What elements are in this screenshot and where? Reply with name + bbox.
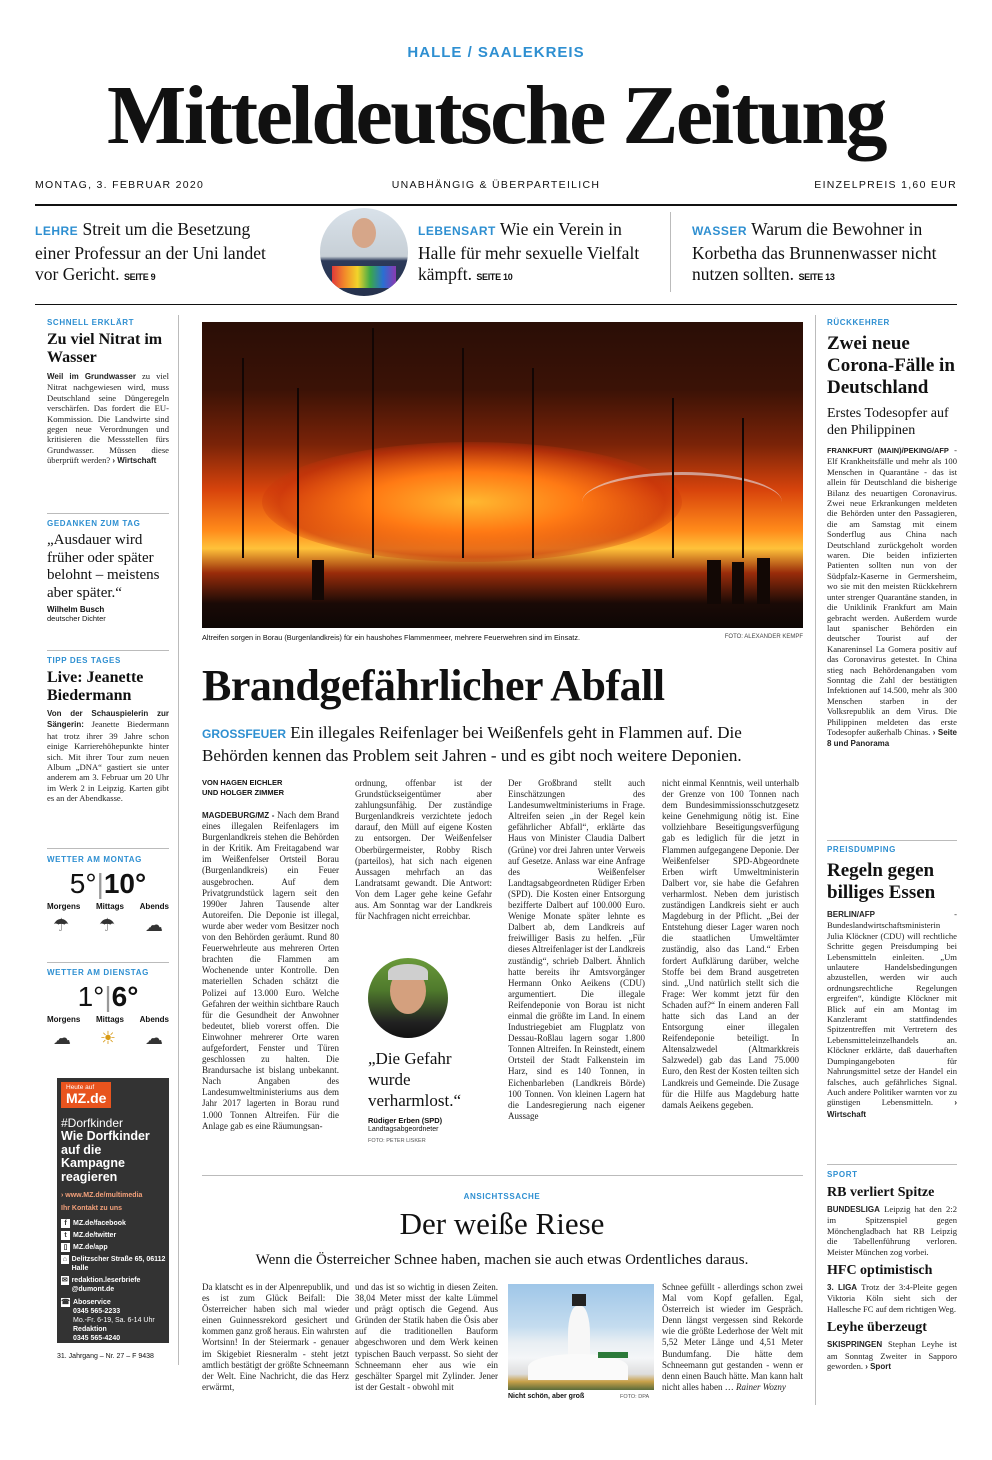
promo-url[interactable]: › www.MZ.de/multimedia: [61, 1192, 143, 1199]
mz-promo-box[interactable]: Heute auf MZ.de #Dorfkinder Wie Dorfkinder auf die Kampagne reagieren › www.MZ.de/multimedia Ihr Kontakt zu uns f MZ.de/facebook t MZ.de/twitter ▯ MZ.de/app ⌂ Delitzscher Straße 65, 06112 Halle ✉ redaktion.leserbriefe @dumont.de ☎ Aboservice 0345 565-2233 Mo.-Fr. 6-19, Sa. 6-14 Uhr Redaktion 0345 565-4240: [57, 1078, 169, 1343]
opinion-col-1: Da klatscht es in der Alpenrepublik, und es ist zum Glück Beifall: Die Österreicher haben sich mal wieder einen Guinnessrekord gesichert und kommen ganz groß heraus. Ein wahrsten Wortsinn! In der Steiermark - genauer im Skigebiet Riesneralm - steht jetzt amtlich bestätigt der größte Schneemann der Welt. Eine Nachricht, die das Herz erwärmt,: [202, 1282, 349, 1392]
issue-date: MONTAG, 3. FEBRUAR 2020: [35, 179, 205, 191]
article-col-4: nicht einmal Kenntnis, weil unterhalb der Grenze von 100 Tonnen nach dem Bundesimmissionsschutzgesetz keine Genehmigung nötig ist. Eine vollziehbare Beseitigungsverfügung gab es lediglich für die jetzt in Flammen aufgegangene Deponie. Der Weißenfelser SPD-Abgeordnete Erben wirft Umweltministerin Dalbert vor, sie habe die Gefahren verharmlost. Neben dem juristisch zuständigen Landkreis sieht er auch Magdeburg in der Pflicht. „Bei der Entstehung dieser Lager waren noch die staatlichen Umweltämter zuständig, also das Land.“ Erben fordert Aufklärung darüber, welche Stoffe bei dem Brand ausgetreten sind. „Und natürlich stellt sich die Frage: Wer kommt jetzt für den Schaden auf?“ In einem anderen Fall hatte sich das Land an der Entsorgung einer illegalen Reifendeponie beteiligt. In Altensalzwedel (Altmarkkreis Salzwedel) gab das Land 75.000 Euro, den Rest der Kosten teilten sich Landkreis und Gemeinde. Die Zusage für die Hilfe aus Magdeburg hatte damals Aeikens gegeben.: [662, 778, 799, 1110]
divider: [202, 1175, 803, 1176]
rain-cloud-icon: ☂: [99, 915, 116, 935]
masthead-rule: [35, 204, 957, 206]
ref-link[interactable]: › Seite 8 und Panorama: [827, 727, 957, 749]
opinion-col-3: Schnee gefüllt - allerdings schon zwei Mal vom Kopf gefallen. Egal, Österreich ist wieder im Gespräch. Denn längst vergessen sind Rekorde wie die größte Lederhose der Welt mit 5,52 Meter Länge und 4,51 Meter Bundumfang. Die hätte dem Schneemann gut gestanden - wenn er denn einen Bauch hätte. Man kann halt nicht alles haben … Rainer Wozny: [662, 1282, 803, 1392]
teaser-wasser[interactable]: WASSER Warum die Bewohner in Korbetha das Brunnenwasser nicht nutzen sollten. SEITE 13: [692, 219, 937, 284]
tip-title: Live: Jeanette Biedermann: [47, 669, 144, 704]
tagline: UNABHÄNGIG & ÜBERPARTEILICH: [391, 179, 601, 191]
sport-title-2: HFC optimistisch: [827, 1263, 933, 1279]
divider: [47, 848, 169, 849]
explainer-title: Zu viel Nitrat im Wasser: [47, 331, 163, 366]
article-col-3: Der Großbrand stellt auch Einschätzungen des Landesumweltministeriums in Frage. Altreifen seien „in der Regel kein gefährlicher Abfall“, erklärte das Haus von Minister Claudia Dalbert (Grüne) vor drei Jahren unter Verweis auf Gesetze. Anlass war eine Anfrage des Weißenfelser Landtagsabgeordneten Rüdiger Erben (SPD). Die Kosten einer Entsorgung bezifferte Dalbert auf 100.000 Euro. Wenige Monate später lehnte es Dalbert ab, dem Landkreis auf freiwilliger Basis zu helfen. „Für dieses Altreifenlager ist der Landkreis zuständig“, schrieb Dalbert. Ähnlich hatte bereits ihr Amtsvorgänger Hermann Onko Aeikens (CDU) argumentiert. Die illegale Reifendeponie von Borau ist nicht einmal die größte im Land. In einem Industriegebiet am Flugplatz von Dessau-Roßlau lagern sogar 1.800 Tonnen Altreifen. In Reinstedt, einem Ortsteil der Stadt Falkenstein im Harz, sind es 140 Tonnen, in Eichenbarleben (Landkreis Börde) 100 Tonnen. Von kleinen Lagern hat die Landesregierung nach eigener Aussage: [508, 778, 645, 1121]
article-col-1: VON HAGEN EICHLER UND HOLGER ZIMMER MAGDEBURG/MZ - Nach dem Brand eines illegalen Reifenlagers im Burgenlandkreis stehen die Behörden in der Kritik. Am Freitagabend war im Weißenfelser Ortsteil Borau (Burgenlandkreis) ein Feuer ausgebrochen. Auf dem Privatgrundstück lagern seit den 1990er Jahren Tausende alter Autoreifen. Die Deponie ist illegal, wurde aber weder vom Besitzer noch von den Behörden geräumt. Rund 80 Feuerwehrleute aus mehreren Orten brachten die Flammen am Wochenende unter Kontrolle. Den materiellen Schaden schätzt die Polizei auf 13.000 Euro. Welche Gefahren der weithin sichtbare Rauch für die Gesundheit der Anwohner bedeutet, blieb vorerst offen. Die Einwohner mehrerer Orte waren aufgefordert, Fenster und Türen geschlossen zu halten. Die Brandursache ist bislang unbekannt. Nach Angaben des Landesumweltministeriums aus dem Jahr 2017 lagerten in Borau rund 1.000 Tonnen Altreifen. Für die Anlage gab es eine Räumungsan-: [202, 778, 340, 1131]
corona-box: RÜCKKEHRER Zwei neue Corona-Fälle in Deutschland Erstes Todesopfer auf den Philippinen FRANKFURT (MAIN)/PEKING/AFP - Elf Krankheitsfälle und mehr als 100 Menschen in Quarantäne - das ist allein für Deutschland die bisherige Bilanz des neuartigen Coronavirus. Zwei neue Erkrankungen meldeten die Behörden unter den Passagieren, die am Samstag mit einem Sonderflug aus China nach Deutschland zurückgeholt worden waren. Die beiden infizierten Patienten sollten nun von der Südpfalz-Kaserne in Germersheim, wo sie mit den meisten Rückkehrern unter strenger Quarantäne standen, in die Uniklinik Frankfurt am Main gebracht werden. Außerdem wurde laut spanischer Behörden ein deutscher Tourist auf der Kanareninsel La Gomera positiv auf das Coronavirus getestet. In China stieg nach Behördenangaben vom Sonntag die Zahl der bestätigten Infektionen auf 14.500, mehr als 300 Menschen starben in der Volksrepublik an dem Virus. Die Philippinen meldeten das erste Todesopfer außerhalb Chinas. › Seite 8 und Panorama: [827, 318, 957, 749]
left-column-divider: [178, 315, 179, 1365]
opinion-title: Der weiße Riese: [399, 1206, 605, 1241]
dumping-title: Regeln gegen billiges Essen: [827, 860, 936, 903]
sport-title-3: Leyhe überzeugt: [827, 1320, 927, 1336]
cloud-icon: ☁: [145, 915, 163, 935]
snowman-photo: [508, 1284, 654, 1390]
region-label: HALLE / SAALEKREIS: [407, 44, 585, 61]
cloud-icon: ☁: [144, 1028, 163, 1048]
dumping-box: PREISDUMPING Regeln gegen billiges Essen BERLIN/AFP - Bundeslandwirtschaftsministerin Julia Klöckner (CDU) will rechtliche Schritte gegen Preisdumping bei Lebensmitteln einleiten. „Um unlautere Handelsbedingungen abzustellen, werden wir auch ordnungsrechtliche Regelungen ergreifen“, kündigte Klöckner mit Blick auf ein am Montag im Kanzleramt stattfindendes Spitzentreffen mit Vertretern des Lebensmitteleinzelhandels an. Klöckner erklärte, daß dauerhaften Dumpingangeboten für Nahrungsmittel setze der Handel ein falsches, auch gefährliches Signal. Auch andere Politiker warnten vor zu günstigen Lebensmitteln. › Wirtschaft: [827, 845, 957, 1119]
divider: [827, 1164, 957, 1165]
opinion-col-2: und das ist so wichtig in diesen Zeiten. 38,04 Meter misst der kalte Lümmel und prägt optisch die Gegend. Aus Gründen der Statik haben die Ösis aber auf die traditionellen Bauform abgeschworen und dem Werk keinen typischen Bauch verpasst. So sieht der Schneemann eher aus wie ein geschälter Spargel mit Zylinder. Jener ist der Gestalt - obwohl mit: [355, 1282, 498, 1392]
twitter-link[interactable]: MZ.de/twitter: [73, 1232, 117, 1239]
issue-number: 31. Jahrgang – Nr. 27 – F 9438: [57, 1353, 154, 1360]
rain-cloud-icon: ☂: [53, 915, 70, 935]
app-link[interactable]: MZ.de/app: [73, 1244, 108, 1251]
app-icon: ▯: [61, 1243, 70, 1252]
author-portrait: [368, 958, 448, 1038]
article-col-2: ordnung, offenbar ist der Grundstückseigentümer aber zahlungsunfähig. Der zuständige Burgenlandkreis verzichtete jedoch darauf, den Müll auf eigene Kosten zu entsorgen. Der Weißenfelser Oberbürgermeister, Robby Risch (parteilos), hat sich nach eigenen Aussagen mehrfach an das Landratsamt gewandt. Die Antwort: Von dem Lager gehe keine Gefahr aus. Am Sonntag war der Landkreis für Nachfragen nicht erreichbar.: [355, 778, 492, 922]
cloud-icon: ☁: [53, 1028, 71, 1048]
opinion-deck: Wenn die Österreicher Schnee haben, machen sie auch etwas Ordentliches daraus.: [255, 1252, 749, 1268]
weather-tuesday: WETTER AM DIENSTAG 1°|6° Morgens Mittags Abends ☁ ☀ ☁: [47, 968, 169, 1048]
thought-quote: „Ausdauer wird früher oder später belohnt – meistens aber später.“: [47, 532, 160, 601]
right-column-divider: [815, 315, 816, 1405]
mail-icon: ✉: [61, 1277, 68, 1284]
ref-link[interactable]: › Wirtschaft: [112, 456, 157, 466]
teaser-lebensart[interactable]: LEBENSART Wie ein Verein in Halle für mehr sexuelle Vielfalt kämpft. SEITE 10: [418, 219, 640, 284]
price: EINZELPREIS 1,60 EUR: [814, 179, 957, 191]
weather-monday: WETTER AM MONTAG 5°|10° Morgens Mittags Abends ☂ ☂ ☁: [47, 855, 169, 935]
teaser-rule: [35, 304, 957, 305]
divider: [47, 513, 169, 514]
fire-photo: [202, 322, 803, 628]
snowman-caption: Nicht schön, aber groß: [508, 1393, 585, 1400]
sport-box: SPORT RB verliert Spitze BUNDESLIGA Leipzig hat den 2:2 im Spitzenspiel gegen Mönchengladbach hat RB Leipzig die Tabellenführung verloren. Meister München zog vorbei. HFC optimistisch 3. LIGA Trotz der 3:4-Pleite gegen Viktoria Köln sieht sich der Hallesche FC auf dem richtigen Weg. Leyhe überzeugt SKISPRINGEN Stephan Leyhe ist am Sonntag Zweiter in Sapporo geworden. › Sport: [827, 1170, 958, 1372]
photo-credit: FOTO: ALEXANDER KEMPF: [724, 634, 803, 640]
teaser-divider: [670, 212, 671, 292]
facebook-icon: f: [61, 1219, 70, 1228]
sun-cloud-rain-icon: ☀: [99, 1028, 117, 1048]
tip-box: TIPP DES TAGES Live: Jeanette Biedermann Von der Schauspielerin zur Sängerin: Jeanette Biedermann hat trotz ihrer 39 Jahre schon einige Karrierehöhepunkte hinter sich. Mit ihrer Tour zum neuen Album „DNA“ gastiert sie unter anderem am 3. Februar um 20 Uhr im Werk 2 in Leipzig. Karten gibt es an der Abendkasse.: [47, 656, 169, 804]
ref-link[interactable]: › Sport: [865, 1362, 891, 1372]
newspaper-title: Mitteldeutsche Zeitung: [107, 69, 885, 162]
explainer-box: SCHNELL ERKLÄRT Zu viel Nitrat im Wasser Weil im Grundwasser zu viel Nitrat nachgewiesen wird, muss Deutschland seine Düngeregeln verschärfen. Das fordert die EU-Kommission. Die Landwirte sind gegen neue Verordnungen und kritisieren die Messstellen fürs Grundwasser. Müssen diese überprüft werden? › Wirtschaft: [47, 318, 169, 466]
ref-link[interactable]: › Wirtschaft: [827, 1098, 957, 1119]
facebook-link[interactable]: MZ.de/facebook: [73, 1220, 126, 1227]
opinion-author: Rainer Wozny: [735, 1381, 786, 1392]
corona-title: Zwei neue Corona-Fälle in Deutschland: [827, 333, 955, 398]
divider: [47, 962, 169, 963]
divider: [827, 840, 957, 841]
phone-icon: ☎: [61, 1299, 70, 1306]
twitter-icon: t: [61, 1231, 70, 1240]
opinion-kicker: ANSICHTSSACHE: [463, 1192, 541, 1201]
teaser-lehre[interactable]: LEHRE Streit um die Besetzung einer Professur an der Uni landet vor Gericht. SEITE 9: [35, 219, 266, 284]
email-link[interactable]: redaktion.leserbriefe @dumont.de: [71, 1277, 141, 1293]
main-deck: GROSSFEUER Ein illegales Reifenlager bei Weißenfels geht in Flammen auf. Die Behörden kennen das Problem seit Jahren - und es gibt noch weitere Deponien.: [202, 723, 742, 765]
pull-quote: „Die Gefahr wurde verharmlost.“: [368, 1049, 461, 1110]
address-icon: ⌂: [62, 1256, 67, 1263]
divider: [47, 650, 169, 651]
thought-box: GEDANKEN ZUM TAG „Ausdauer wird früher oder später belohnt – meistens aber später.“ Wilhelm Busch deutscher Dichter: [47, 519, 169, 623]
mz-badge: Heute auf MZ.de: [61, 1082, 111, 1108]
main-headline: Brandgefährlicher Abfall: [202, 661, 665, 710]
sport-title-1: RB verliert Spitze: [827, 1185, 935, 1200]
photo-caption: Altreifen sorgen in Borau (Burgenlandkreis) für ein haushohes Flammenmeer, mehrere Feuerwehren sind im Einsatz.: [202, 633, 580, 642]
teaser-photo-portrait: [320, 208, 408, 296]
